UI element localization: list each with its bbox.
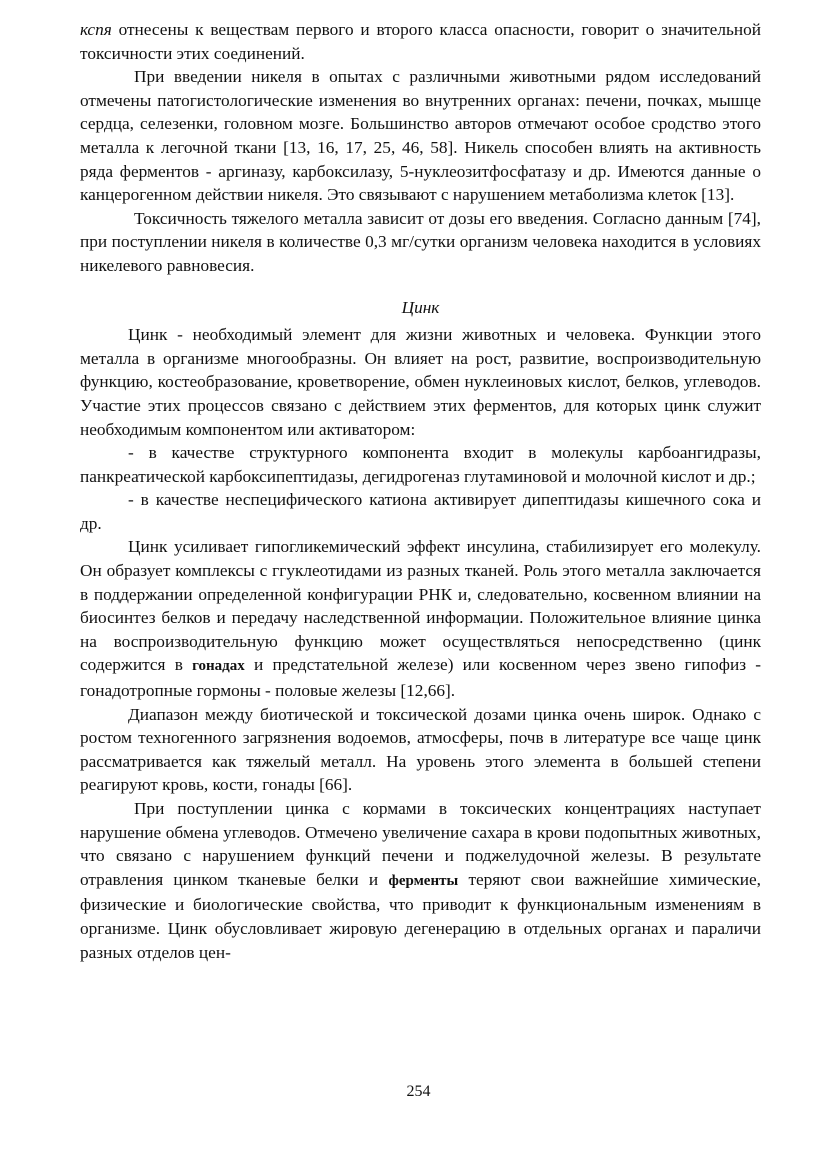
paragraph-2: При введении никеля в опытах с различными животными рядом исследований отмечены патогистологические изменения во внутренних органах: печени, почках, мышце сердца, селезенки, головном мозге. Большинство авторов отмечают особое сродство этого металла к легочной ткани [13, 16, 17, 25, 46, 58]. Никель способен влиять на активность ряда ферментов - аргиназу, карбоксилазу, 5-нуклеозитфосфатазу и др. Имеются данные о канцерогенном действии никеля. Это связывают с нарушением метаболизма клеток [13]. [80,67,761,205]
body-text [80,18,761,964]
paragraph-5-text-b: и предстательной железе) или косвенном через звено гипофиз - гонадотропные гормоны - половые железы [12,66]. [80,655,762,701]
italic-fragment: кспя [80,20,112,39]
paragraph-5-text-a: Цинк усиливает гипогликемический эффект инсулина, стабилизирует его молекулу. Он образует комплексы с ггуклеотидами из разных тканей. Роль этого металла заключается в поддержании определенной конфигурации РНК и, следовательно, косвенном влиянии на биосинтез белков и передачу наследственной информации. Положительное влияние цинка на воспроизводительную функцию может осуществляться непосредственно (цинк содержится в [80,537,761,675]
paragraph-7-text-a: При поступлении цинка с кормами в токсических концентрациях наступает нарушение обмена углеводов. Отмечено увеличение сахара в крови подопытных животных, что связано с нарушением функций печени и поджелудочной железы. В результате отравления цинком тканевые белки и [80,799,761,889]
bold-term-gonads: гонадах [192,658,245,675]
paragraph-1-text: отнесены к веществам первого и второго класса опасности, говорит о значительной токсичности этих соединений. [80,20,761,63]
paragraph-7 [80,797,761,964]
paragraph-4: Цинк - необходимый элемент для жизни животных и человека. Функции этого металла в организме многообразны. Он влияет на рост, развитие, воспроизводительную функцию, костеобразование, кроветворение, обмен нуклеиновых кислот, белков, углеводов. Участие этих процессов связано с действием этих ферментов, для которых цинк служит необходимым компонентом или активатором: [80,325,761,439]
paragraph-1 [80,18,761,65]
paragraph-3: Токсичность тяжелого металла зависит от дозы его введения. Согласно данным [74], при поступлении никеля в количестве 0,3 мг/сутки организм человека находится в условиях никелевого равновесия. [80,208,761,275]
section-heading: Цинк [401,297,440,317]
bold-term-enzymes: ферменты [388,872,459,889]
paragraph-7-text-b: теряют свои важнейшие химические, физические и биологические свойства, что приводит к функциональным изменениям в организме. Цинк обусловливает жировую дегенерацию в отдельных органах и параличи разных отделов цен- [80,869,761,962]
paragraph-5 [80,535,761,702]
page-number: 254 [406,1083,431,1100]
paragraph-6: Диапазон между биотической и токсической дозами цинка очень широк. Однако с ростом техногенного загрязнения водоемов, атмосферы, почв в литературе все чаще цинк рассматривается как тяжелый металл. На уровень этого элемента в большей степени реагируют кровь, кости, гонады [66]. [80,704,761,795]
list-item-2: - в качестве неспецифического катиона активирует дипептидазы кишечного сока и др. [80,490,761,533]
list-item-1: - в качестве структурного компонента входит в молекулы карбоангидразы, панкреатической карбоксипептидазы, дегидрогеназ глутаминовой и молочной кислот и др.; [80,443,761,486]
